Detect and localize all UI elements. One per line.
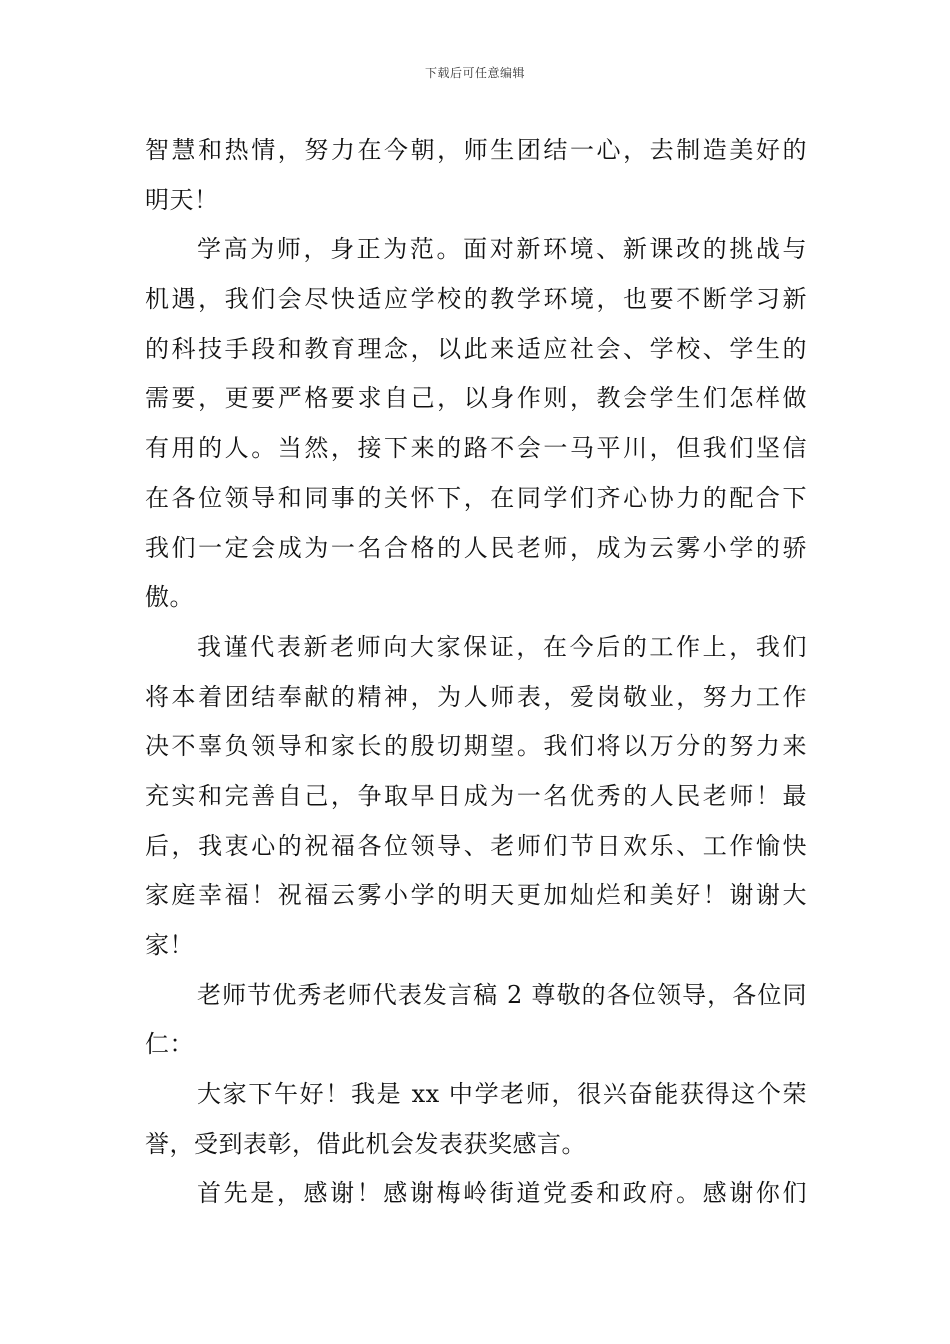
text-line: 我谨代表新老师向大家保证，在今后的工作上，我们 <box>197 632 807 661</box>
page-header: 下载后可任意编辑 <box>424 66 525 80</box>
text-line: 后，我衷心的祝福各位领导、老师们节日欢乐、工作愉快 <box>145 831 807 860</box>
text-line: 的科技手段和教育理念，以此来适应社会、学校、学生的 <box>145 334 807 363</box>
text-line: 智慧和热情，努力在今朝，师生团结一心，去制造美好的 <box>145 136 807 164</box>
text-line: 明天！ <box>145 185 219 214</box>
text-line: 有用的人。当然，接下来的路不会一马平川，但我们坚信 <box>145 434 807 463</box>
text-line: 充实和完善自己，争取早日成为一名优秀的人民老师！最 <box>145 781 807 810</box>
text-line: 将本着团结奉献的精神，为人师表，爱岗敬业，努力工作 <box>145 682 807 711</box>
text-line: 家！ <box>145 931 194 959</box>
text-line: 仁： <box>145 1030 194 1059</box>
text-line: 大家下午好！我是 xx 中学老师，很兴奋能获得这个荣 <box>197 1080 807 1109</box>
text-line: 需要，更要严格要求自己，以身作则，教会学生们怎样做 <box>145 384 807 413</box>
text-line: 家庭幸福！祝福云雾小学的明天更加灿烂和美好！谢谢大 <box>145 881 807 910</box>
text-line: 首先是，感谢！感谢梅岭街道党委和政府。感谢你们 <box>197 1179 807 1208</box>
text-line: 决不辜负领导和家长的殷切期望。我们将以万分的努力来 <box>145 732 807 761</box>
text-line: 老师节优秀老师代表发言稿 2 尊敬的各位领导，各位同 <box>197 980 807 1009</box>
text-line: 学高为师，身正为范。面对新环境、新课改的挑战与 <box>197 235 807 264</box>
text-line: 傲。 <box>145 583 194 612</box>
text-line: 我们一定会成为一名合格的人民老师，成为云雾小学的骄 <box>145 533 807 562</box>
document-body <box>145 126 807 1219</box>
text-line: 誉，受到表彰，借此机会发表获奖感言。 <box>145 1129 586 1158</box>
text-line: 在各位领导和同事的关怀下，在同学们齐心协力的配合下 <box>145 483 807 512</box>
text-line: 机遇，我们会尽快适应学校的教学环境，也要不断学习新 <box>145 285 807 314</box>
